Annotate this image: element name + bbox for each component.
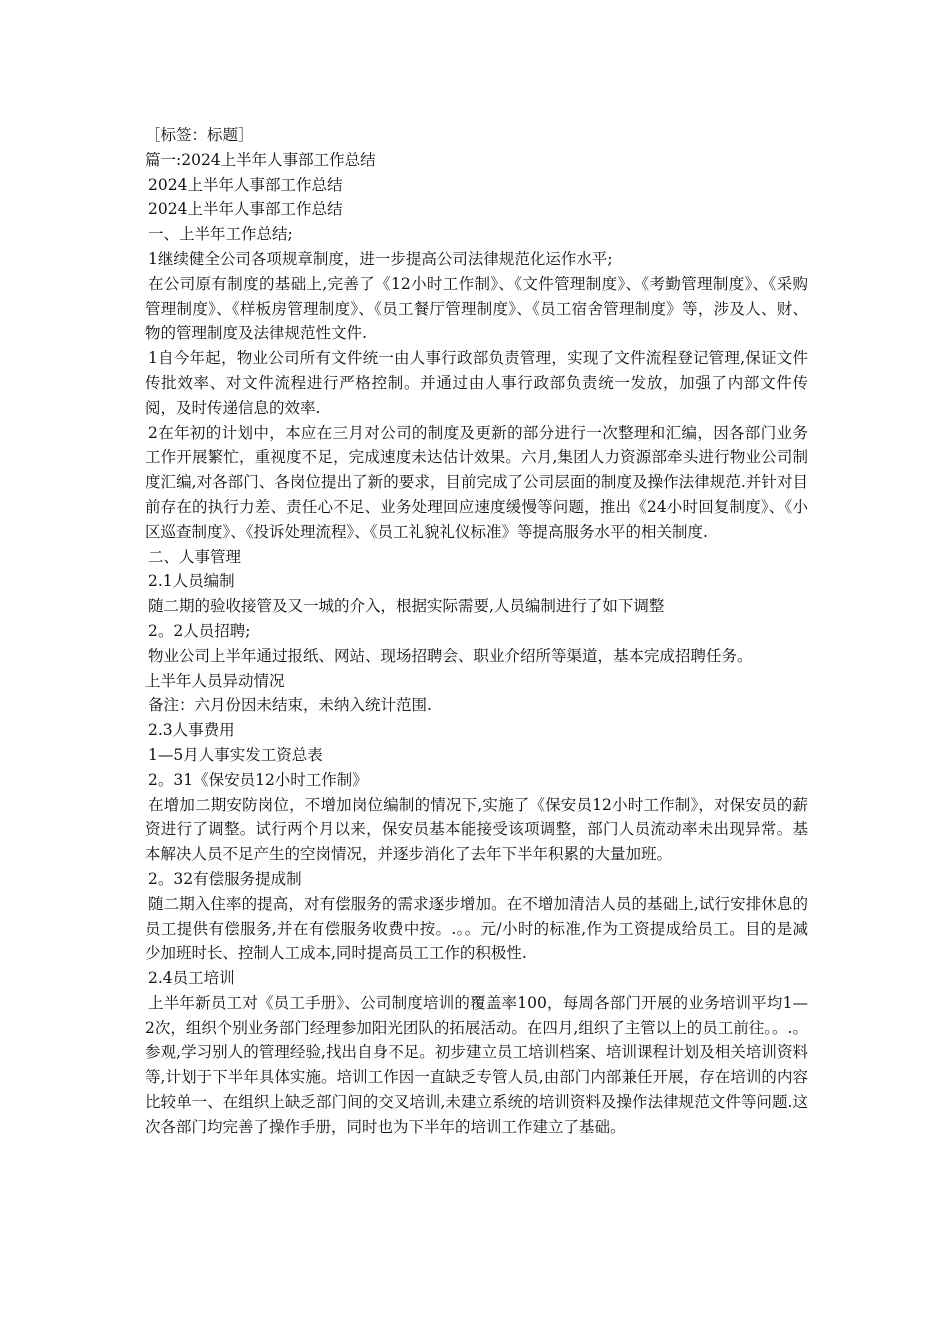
- subsection-heading: 2。2人员招聘;: [148, 621, 251, 640]
- paragraph: 随二期入住率的提高，对有偿服务的需求逐步增加。在不增加清洁人员的基础上,试行安排休息的员工提供有偿服务,并在有偿服务收费中按。.。。元/小时的标准,作为工资提成给员工。目的是减少加班时长、控制人工成本,同时提高员工工作的积极性.: [145, 894, 808, 963]
- note: 备注：六月份因未结束，未纳入统计范围.: [148, 696, 432, 715]
- subtitle: 2024上半年人事部工作总结: [148, 200, 343, 219]
- paragraph: 随二期的验收接管及又一城的介入，根据实际需要,人员编制进行了如下调整: [148, 597, 665, 616]
- paragraph: 2在年初的计划中，本应在三月对公司的制度及更新的部分进行一次整理和汇编，因各部门业务工作开展繁忙，重视度不足，完成速度未达估计效果。六月,集团人力资源部牵头进行物业公司制度汇编,对各部门、各岗位提出了新的要求，目前完成了公司层面的制度及操作法律规范.并针对目前存在的执行力差、责任心不足、业务处理回应速度缓慢等问题，推出《24小时回复制度》、《小区巡查制度》、《投诉处理流程》、《员工礼貌礼仪标准》等提高服务水平的相关制度.: [145, 423, 808, 541]
- section-heading: 一、上半年工作总结;: [148, 225, 293, 244]
- subsection-heading: 2.4员工培训: [148, 969, 235, 988]
- paragraph: 物业公司上半年通过报纸、网站、现场招聘会、职业介绍所等渠道，基本完成招聘任务。: [148, 646, 753, 665]
- subtitle: 2024上半年人事部工作总结: [148, 175, 343, 194]
- tag-line: ［标签：标题］: [145, 126, 254, 144]
- paragraph: 1自今年起，物业公司所有文件统一由人事行政部负责管理，实现了文件流程登记管理,保证文件传批效率、对文件流程进行严格控制。并通过由人事行政部负责统一发放，加强了内部文件传阅，及时传递信息的效率.: [145, 349, 808, 417]
- paragraph: 1继续健全公司各项规章制度，进一步提高公司法律规范化运作水平;: [148, 249, 613, 268]
- document-body: [145, 123, 808, 1140]
- subsection-heading: 2.1人员编制: [148, 572, 235, 591]
- paragraph: 在增加二期安防岗位，不增加岗位编制的情况下,实施了《保安员12小时工作制》，对保安员的薪资进行了调整。试行两个月以来，保安员基本能接受该项调整，部门人员流动率未出现异常。基本解决人员不足产生的空岗情况，并逐步消化了去年下半年积累的大量加班。: [145, 795, 808, 864]
- paragraph: 上半年人员异动情况: [145, 671, 285, 690]
- document-title: 篇一:2024上半年人事部工作总结: [145, 150, 376, 169]
- subsection-heading: 2。32有偿服务提成制: [148, 869, 302, 888]
- paragraph: 1—5月人事实发工资总表: [148, 745, 323, 764]
- paragraph: 在公司原有制度的基础上,完善了《12小时工作制》、《文件管理制度》、《考勤管理制度》、《采购管理制度》、《样板房管理制度》、《员工餐厅管理制度》、《员工宿舍管理制度》等，涉及人、财、物的管理制度及法律规范性文件.: [145, 274, 808, 343]
- section-heading: 二、人事管理: [148, 547, 242, 566]
- subsection-heading: 2.3人事费用: [148, 721, 235, 740]
- paragraph: 上半年新员工对《员工手册》、公司制度培训的覆盖率100，每周各部门开展的业务培训平均1—2次，组织个别业务部门经理参加阳光团队的拓展活动。在四月,组织了主管以上的员工前往。。.。参观,学习别人的管理经验,找出自身不足。初步建立员工培训档案、培训课程计划及相关培训资料等,计划于下半年具体实施。培训工作因一直缺乏专管人员,由部门内部兼任开展，存在培训的内容比较单一、在组织上缺乏部门间的交叉培训,未建立系统的培训资料及操作法律规范文件等问题.这次各部门均完善了操作手册，同时也为下半年的培训工作建立了基础。: [145, 993, 808, 1136]
- subsection-heading: 2。31《保安员12小时工作制》: [148, 770, 368, 789]
